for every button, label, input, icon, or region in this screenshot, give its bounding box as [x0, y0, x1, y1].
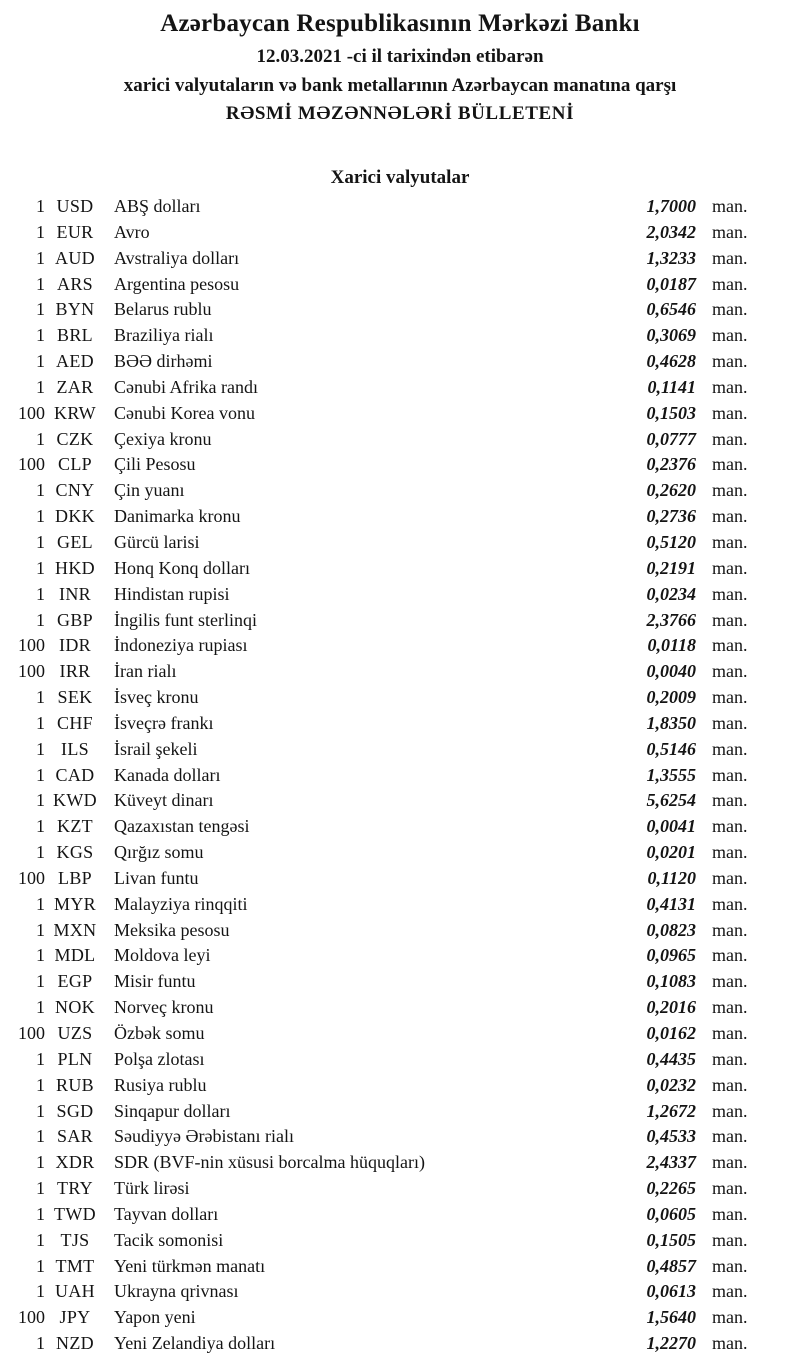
- currency-code-cell: SAR: [57, 1126, 93, 1147]
- currency-code-cell: DKK: [55, 506, 95, 527]
- rate-value-cell: 0,0613: [646, 1281, 696, 1302]
- quantity-cell: 1: [36, 609, 45, 630]
- rate-value-cell: 0,4435: [646, 1048, 696, 1069]
- rate-row: [0, 790, 800, 816]
- rate-row: [0, 377, 800, 403]
- rate-value-cell: 0,1083: [646, 971, 696, 992]
- currency-code-cell: KRW: [54, 402, 96, 423]
- quantity-cell: 1: [36, 531, 45, 552]
- currency-code-cell: BYN: [55, 299, 95, 320]
- unit-cell: man.: [712, 997, 748, 1018]
- currency-code-cell: IDR: [59, 635, 91, 656]
- quantity-cell: 1: [36, 506, 45, 527]
- rate-value-cell: 0,2009: [646, 687, 696, 708]
- unit-cell: man.: [712, 945, 748, 966]
- rate-row: [0, 997, 800, 1023]
- unit-cell: man.: [712, 325, 748, 346]
- unit-cell: man.: [712, 687, 748, 708]
- quantity-cell: 1: [36, 738, 45, 759]
- rate-row: [0, 687, 800, 713]
- unit-cell: man.: [712, 196, 748, 216]
- quantity-cell: 100: [18, 1307, 45, 1328]
- rate-value-cell: 0,2736: [646, 506, 696, 527]
- currency-code-cell: SEK: [57, 687, 93, 708]
- unit-cell: man.: [712, 712, 748, 733]
- rate-value-cell: 0,1505: [646, 1229, 696, 1250]
- rate-row: [0, 248, 800, 274]
- currency-code-cell: MYR: [54, 893, 96, 914]
- rate-row: [0, 610, 800, 636]
- quantity-cell: 1: [36, 376, 45, 397]
- rate-row: [0, 1230, 800, 1256]
- quantity-cell: 1: [36, 1333, 45, 1354]
- currency-name-cell: Tayvan dolları: [114, 1203, 219, 1224]
- currency-name-cell: İndoneziya rupiası: [114, 635, 248, 656]
- currency-code-cell: TJS: [60, 1229, 90, 1250]
- quantity-cell: 1: [36, 1229, 45, 1250]
- rate-row: [0, 1101, 800, 1127]
- quantity-cell: 1: [36, 997, 45, 1018]
- quantity-cell: 1: [36, 273, 45, 294]
- rate-row: [0, 739, 800, 765]
- currency-name-cell: Qazaxıstan tengəsi: [114, 816, 250, 837]
- rate-value-cell: 1,3233: [646, 247, 696, 268]
- rate-row: [0, 971, 800, 997]
- unit-cell: man.: [712, 816, 748, 837]
- unit-cell: man.: [712, 247, 748, 268]
- currency-code-cell: TRY: [57, 1178, 93, 1199]
- unit-cell: man.: [712, 738, 748, 759]
- unit-cell: man.: [712, 764, 748, 785]
- currency-name-cell: Rusiya rublu: [114, 1074, 207, 1095]
- rate-row: [0, 532, 800, 558]
- unit-cell: man.: [712, 867, 748, 888]
- rate-row: [0, 894, 800, 920]
- currency-name-cell: Türk lirəsi: [114, 1178, 190, 1199]
- rate-value-cell: 0,2265: [646, 1178, 696, 1199]
- currency-code-cell: NOK: [55, 997, 95, 1018]
- currency-name-cell: İsveç kronu: [114, 687, 199, 708]
- unit-cell: man.: [712, 557, 748, 578]
- unit-cell: man.: [712, 1281, 748, 1302]
- currency-name-cell: Çili Pesosu: [114, 454, 196, 475]
- rate-row: [0, 1256, 800, 1282]
- currency-name-cell: Norveç kronu: [114, 997, 214, 1018]
- currency-code-cell: CNY: [55, 480, 95, 501]
- rate-row: [0, 945, 800, 971]
- effective-date-line: 12.03.2021 -ci il tarixindən etibarən: [256, 46, 544, 67]
- quantity-cell: 1: [36, 557, 45, 578]
- quantity-cell: 1: [36, 247, 45, 268]
- unit-cell: man.: [712, 1100, 748, 1121]
- currency-code-cell: SGD: [56, 1100, 94, 1121]
- rate-row: [0, 1126, 800, 1152]
- rate-value-cell: 0,4131: [646, 893, 696, 914]
- currency-name-cell: Yapon yeni: [114, 1307, 196, 1328]
- currency-code-cell: USD: [56, 196, 94, 216]
- currency-name-cell: Livan funtu: [114, 867, 199, 888]
- unit-cell: man.: [712, 531, 748, 552]
- unit-cell: man.: [712, 221, 748, 242]
- currency-name-cell: Sinqapur dolları: [114, 1100, 231, 1121]
- currency-code-cell: CLP: [58, 454, 92, 475]
- quantity-cell: 1: [36, 945, 45, 966]
- quantity-cell: 100: [18, 1023, 45, 1043]
- currency-name-cell: Avro: [114, 221, 150, 242]
- currency-code-cell: CZK: [56, 428, 94, 449]
- currency-name-cell: Braziliya rialı: [114, 325, 214, 346]
- currency-name-cell: Meksika pesosu: [114, 919, 230, 940]
- currency-name-cell: Yeni türkmən manatı: [114, 1255, 266, 1276]
- quantity-cell: 1: [36, 1100, 45, 1121]
- currency-name-cell: Moldova leyi: [114, 945, 211, 966]
- unit-cell: man.: [712, 506, 748, 527]
- currency-code-cell: NZD: [56, 1333, 94, 1354]
- quantity-cell: 1: [36, 196, 45, 216]
- unit-cell: man.: [712, 1229, 748, 1250]
- unit-cell: man.: [712, 583, 748, 604]
- quantity-cell: 1: [36, 299, 45, 320]
- currency-code-cell: CAD: [55, 764, 95, 785]
- rate-row: [0, 274, 800, 300]
- rate-row: [0, 1281, 800, 1307]
- rate-row: [0, 299, 800, 325]
- currency-code-cell: LBP: [58, 867, 92, 888]
- unit-cell: man.: [712, 635, 748, 656]
- rate-row: [0, 635, 800, 661]
- rate-value-cell: 1,5640: [646, 1307, 696, 1328]
- rate-value-cell: 0,1120: [647, 867, 696, 888]
- rate-value-cell: 0,0041: [646, 816, 696, 837]
- unit-cell: man.: [712, 402, 748, 423]
- rate-value-cell: 0,6546: [646, 299, 696, 320]
- section-title-foreign-currencies: Xarici valyutalar: [330, 167, 470, 188]
- currency-name-cell: Malayziya rinqqiti: [114, 893, 248, 914]
- currency-name-cell: İran rialı: [114, 661, 177, 682]
- currency-name-cell: Misir funtu: [114, 971, 196, 992]
- unit-cell: man.: [712, 1152, 748, 1173]
- rate-value-cell: 0,2620: [646, 480, 696, 501]
- currency-name-cell: Cənubi Afrika randı: [114, 376, 258, 397]
- currency-name-cell: İngilis funt sterlinqi: [114, 609, 257, 630]
- rate-row: [0, 1178, 800, 1204]
- rate-value-cell: 2,3766: [646, 609, 696, 630]
- currency-code-cell: KZT: [57, 816, 93, 837]
- rate-row: [0, 429, 800, 455]
- currency-code-cell: CHF: [57, 712, 93, 733]
- currency-code-cell: MXN: [53, 919, 97, 940]
- unit-cell: man.: [712, 1307, 748, 1328]
- currency-code-cell: ZAR: [56, 376, 94, 397]
- unit-cell: man.: [712, 842, 748, 863]
- rate-row: [0, 713, 800, 739]
- rate-value-cell: 2,4337: [646, 1152, 696, 1173]
- rate-value-cell: 0,0965: [646, 945, 696, 966]
- currency-name-cell: Kanada dolları: [114, 764, 221, 785]
- quantity-cell: 1: [36, 583, 45, 604]
- rate-value-cell: 1,3555: [646, 764, 696, 785]
- currency-code-cell: RUB: [56, 1074, 94, 1095]
- quantity-cell: 100: [18, 635, 45, 656]
- unit-cell: man.: [712, 609, 748, 630]
- rate-row: [0, 222, 800, 248]
- bulletin-subtitle: xarici valyutaların və bank metallarının Azərbaycan manatına qarşı: [123, 75, 677, 96]
- rate-value-cell: 0,0187: [646, 273, 696, 294]
- quantity-cell: 1: [36, 1281, 45, 1302]
- quantity-cell: 1: [36, 351, 45, 372]
- currency-name-cell: Çin yuanı: [114, 480, 185, 501]
- rate-value-cell: 0,4628: [646, 351, 696, 372]
- currency-name-cell: Ukrayna qrivnası: [114, 1281, 239, 1302]
- quantity-cell: 1: [36, 1074, 45, 1095]
- unit-cell: man.: [712, 454, 748, 475]
- rate-row: [0, 1152, 800, 1178]
- rate-value-cell: 0,2376: [646, 454, 696, 475]
- quantity-cell: 1: [36, 428, 45, 449]
- rate-value-cell: 1,7000: [646, 196, 696, 216]
- quantity-cell: 1: [36, 325, 45, 346]
- quantity-cell: 1: [36, 712, 45, 733]
- currency-name-cell: Polşa zlotası: [114, 1048, 205, 1069]
- rate-value-cell: 0,2191: [646, 557, 696, 578]
- quantity-cell: 1: [36, 687, 45, 708]
- rate-value-cell: 0,0162: [646, 1023, 696, 1043]
- rate-value-cell: 0,0118: [647, 635, 696, 656]
- quantity-cell: 100: [18, 867, 45, 888]
- rate-row: [0, 1204, 800, 1230]
- unit-cell: man.: [712, 1255, 748, 1276]
- bulletin-heading: RƏSMİ MƏZƏNNƏLƏRİ BÜLLETENİ: [225, 103, 575, 124]
- rate-row: [0, 1075, 800, 1101]
- rate-value-cell: 0,4857: [646, 1255, 696, 1276]
- currency-code-cell: UAH: [55, 1281, 95, 1302]
- currency-code-cell: KGS: [56, 842, 94, 863]
- currency-code-cell: ILS: [61, 738, 89, 759]
- rate-row: [0, 765, 800, 791]
- currency-code-cell: AED: [56, 351, 94, 372]
- quantity-cell: 1: [36, 1126, 45, 1147]
- rate-value-cell: 0,1503: [646, 402, 696, 423]
- rate-row: [0, 868, 800, 894]
- currency-code-cell: TMT: [55, 1255, 95, 1276]
- rate-value-cell: 0,5146: [646, 738, 696, 759]
- quantity-cell: 1: [36, 790, 45, 811]
- currency-name-cell: Danimarka kronu: [114, 506, 241, 527]
- currency-name-cell: Cənubi Korea vonu: [114, 402, 255, 423]
- unit-cell: man.: [712, 428, 748, 449]
- currency-name-cell: Argentina pesosu: [114, 273, 240, 294]
- quantity-cell: 1: [36, 842, 45, 863]
- quantity-cell: 1: [36, 919, 45, 940]
- rate-row: [0, 454, 800, 480]
- bank-title: Azərbaycan Respublikasının Mərkəzi Bankı: [160, 10, 640, 37]
- unit-cell: man.: [712, 893, 748, 914]
- currency-code-cell: BRL: [57, 325, 93, 346]
- rate-row: [0, 842, 800, 868]
- currency-name-cell: Səudiyyə Ərəbistanı rialı: [114, 1126, 294, 1147]
- unit-cell: man.: [712, 1126, 748, 1147]
- currency-name-cell: Belarus rublu: [114, 299, 212, 320]
- currency-code-cell: HKD: [55, 557, 95, 578]
- currency-code-cell: UZS: [57, 1023, 93, 1043]
- rate-row: [0, 506, 800, 532]
- currency-code-cell: ARS: [57, 273, 93, 294]
- rate-row: [0, 403, 800, 429]
- quantity-cell: 1: [36, 1178, 45, 1199]
- currency-name-cell: ABŞ dolları: [114, 196, 201, 216]
- rate-row: [0, 816, 800, 842]
- rate-value-cell: 0,0605: [646, 1203, 696, 1224]
- rate-value-cell: 0,0201: [646, 842, 696, 863]
- unit-cell: man.: [712, 1178, 748, 1199]
- currency-code-cell: INR: [59, 583, 91, 604]
- rate-value-cell: 0,0232: [646, 1074, 696, 1095]
- currency-code-cell: EUR: [56, 221, 94, 242]
- rate-row: [0, 920, 800, 946]
- unit-cell: man.: [712, 299, 748, 320]
- currency-code-cell: TWD: [54, 1203, 96, 1224]
- rate-row: [0, 1049, 800, 1075]
- rate-value-cell: 0,4533: [646, 1126, 696, 1147]
- currency-name-cell: BƏƏ dirhəmi: [114, 351, 213, 372]
- currency-name-cell: Avstraliya dolları: [114, 247, 240, 268]
- rates-table: [0, 196, 800, 1359]
- currency-code-cell: AUD: [55, 247, 95, 268]
- currency-name-cell: Gürcü larisi: [114, 531, 200, 552]
- rate-row: [0, 1023, 800, 1049]
- currency-name-cell: Hindistan rupisi: [114, 583, 230, 604]
- unit-cell: man.: [712, 480, 748, 501]
- rate-row: [0, 351, 800, 377]
- rate-value-cell: 1,2672: [646, 1100, 696, 1121]
- quantity-cell: 1: [36, 480, 45, 501]
- rate-value-cell: 0,0234: [646, 583, 696, 604]
- currency-code-cell: GEL: [57, 531, 93, 552]
- currency-code-cell: MDL: [54, 945, 96, 966]
- unit-cell: man.: [712, 971, 748, 992]
- quantity-cell: 100: [18, 454, 45, 475]
- rate-value-cell: 0,0040: [646, 661, 696, 682]
- rate-row: [0, 1333, 800, 1359]
- unit-cell: man.: [712, 661, 748, 682]
- rate-row: [0, 584, 800, 610]
- currency-code-cell: GBP: [57, 609, 93, 630]
- currency-name-cell: Küveyt dinarı: [114, 790, 214, 811]
- quantity-cell: 1: [36, 1203, 45, 1224]
- rate-value-cell: 0,1141: [647, 376, 696, 397]
- currency-code-cell: PLN: [57, 1048, 93, 1069]
- unit-cell: man.: [712, 351, 748, 372]
- unit-cell: man.: [712, 1333, 748, 1354]
- unit-cell: man.: [712, 1048, 748, 1069]
- currency-name-cell: Tacik somonisi: [114, 1229, 224, 1250]
- rate-row: [0, 1307, 800, 1333]
- currency-name-cell: Honq Konq dolları: [114, 557, 250, 578]
- quantity-cell: 100: [18, 402, 45, 423]
- currency-code-cell: EGP: [57, 971, 93, 992]
- quantity-cell: 1: [36, 893, 45, 914]
- currency-name-cell: Özbək somu: [114, 1023, 205, 1043]
- unit-cell: man.: [712, 919, 748, 940]
- currency-code-cell: XDR: [55, 1152, 95, 1173]
- quantity-cell: 1: [36, 971, 45, 992]
- rate-value-cell: 5,6254: [646, 790, 696, 811]
- rate-value-cell: 0,5120: [646, 531, 696, 552]
- currency-name-cell: Çexiya kronu: [114, 428, 212, 449]
- unit-cell: man.: [712, 1074, 748, 1095]
- quantity-cell: 1: [36, 1048, 45, 1069]
- rate-value-cell: 0,2016: [646, 997, 696, 1018]
- currency-name-cell: Yeni Zelandiya dolları: [114, 1333, 276, 1354]
- currency-name-cell: SDR (BVF-nin xüsusi borcalma hüquqları): [114, 1152, 425, 1173]
- quantity-cell: 1: [36, 221, 45, 242]
- quantity-cell: 1: [36, 1152, 45, 1173]
- unit-cell: man.: [712, 1203, 748, 1224]
- rate-row: [0, 480, 800, 506]
- currency-name-cell: Qırğız somu: [114, 842, 204, 863]
- unit-cell: man.: [712, 273, 748, 294]
- rate-value-cell: 1,2270: [646, 1333, 696, 1354]
- rate-row: [0, 325, 800, 351]
- rate-row: [0, 661, 800, 687]
- quantity-cell: 1: [36, 764, 45, 785]
- rate-row: [0, 196, 800, 222]
- rate-value-cell: 0,0777: [646, 428, 696, 449]
- currency-name-cell: İsveçrə frankı: [114, 712, 214, 733]
- rate-value-cell: 1,8350: [646, 712, 696, 733]
- currency-code-cell: IRR: [59, 661, 91, 682]
- unit-cell: man.: [712, 376, 748, 397]
- rate-row: [0, 558, 800, 584]
- rate-value-cell: 0,0823: [646, 919, 696, 940]
- rate-value-cell: 2,0342: [646, 221, 696, 242]
- currency-code-cell: KWD: [53, 790, 97, 811]
- quantity-cell: 1: [36, 1255, 45, 1276]
- currency-name-cell: İsrail şekeli: [114, 738, 198, 759]
- unit-cell: man.: [712, 790, 748, 811]
- quantity-cell: 1: [36, 816, 45, 837]
- rate-value-cell: 0,3069: [646, 325, 696, 346]
- quantity-cell: 100: [18, 661, 45, 682]
- currency-code-cell: JPY: [59, 1307, 91, 1328]
- unit-cell: man.: [712, 1023, 748, 1043]
